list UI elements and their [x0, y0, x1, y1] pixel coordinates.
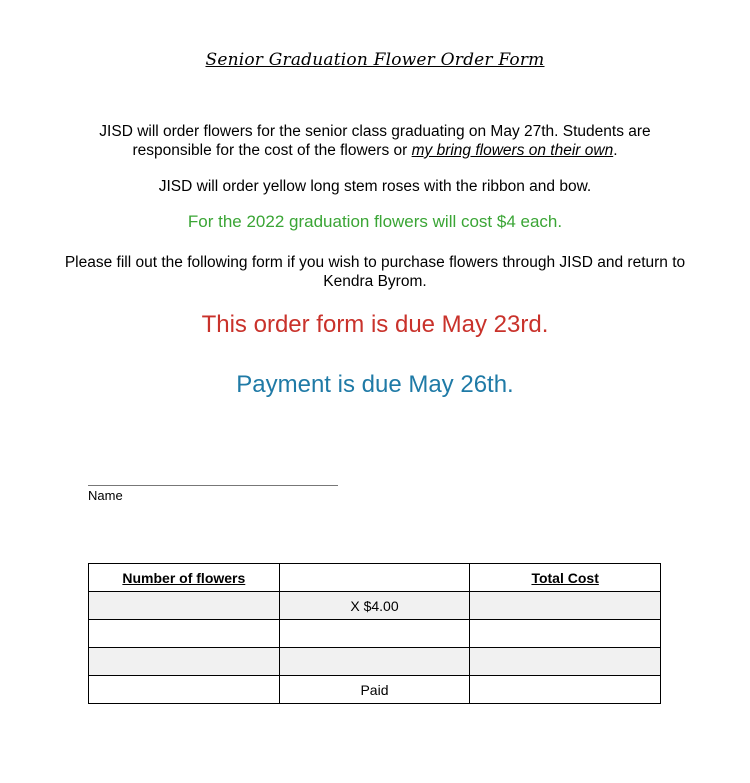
total-cell[interactable] [470, 676, 661, 704]
table-row [89, 648, 661, 676]
total-cell[interactable] [470, 620, 661, 648]
roses-paragraph: JISD will order yellow long stem roses with the ribbon and bow. [158, 178, 592, 195]
number-cell[interactable] [89, 620, 280, 648]
intro-text-start: JISD will order flowers for the senior class graduating on May 27th. Students are responsible for the cost of the flowers or [99, 123, 651, 159]
header-number-of-flowers: Number of flowers [89, 564, 280, 592]
paid-cell: Paid [279, 676, 470, 704]
table-row [89, 592, 661, 620]
order-table [88, 563, 661, 704]
table-header-row [89, 564, 661, 592]
middle-cell [279, 648, 470, 676]
total-cell[interactable] [470, 648, 661, 676]
due-date-notice: This order form is due May 23rd. [201, 311, 549, 338]
intro-text-end: . [613, 142, 618, 159]
name-signature-line[interactable] [88, 485, 338, 486]
intro-paragraph [60, 122, 690, 160]
name-label: Name [88, 488, 123, 503]
intro-emphasis: my bring flowers on their own [411, 142, 614, 159]
number-cell[interactable] [89, 648, 280, 676]
instructions-paragraph: Please fill out the following form if you wish to purchase flowers through JISD and return to Kendra Byrom. [64, 254, 686, 290]
number-cell[interactable] [89, 676, 280, 704]
header-total-cost: Total Cost [470, 564, 661, 592]
payment-due-notice: Payment is due May 26th. [236, 371, 514, 398]
page-title: Senior Graduation Flower Order Form [205, 50, 545, 70]
table-row [89, 620, 661, 648]
middle-cell [279, 620, 470, 648]
table-row [89, 676, 661, 704]
price-cell: X $4.00 [279, 592, 470, 620]
number-cell[interactable] [89, 592, 280, 620]
header-blank [279, 564, 470, 592]
cost-paragraph: For the 2022 graduation flowers will cost $4 each. [187, 212, 563, 231]
total-cell[interactable] [470, 592, 661, 620]
